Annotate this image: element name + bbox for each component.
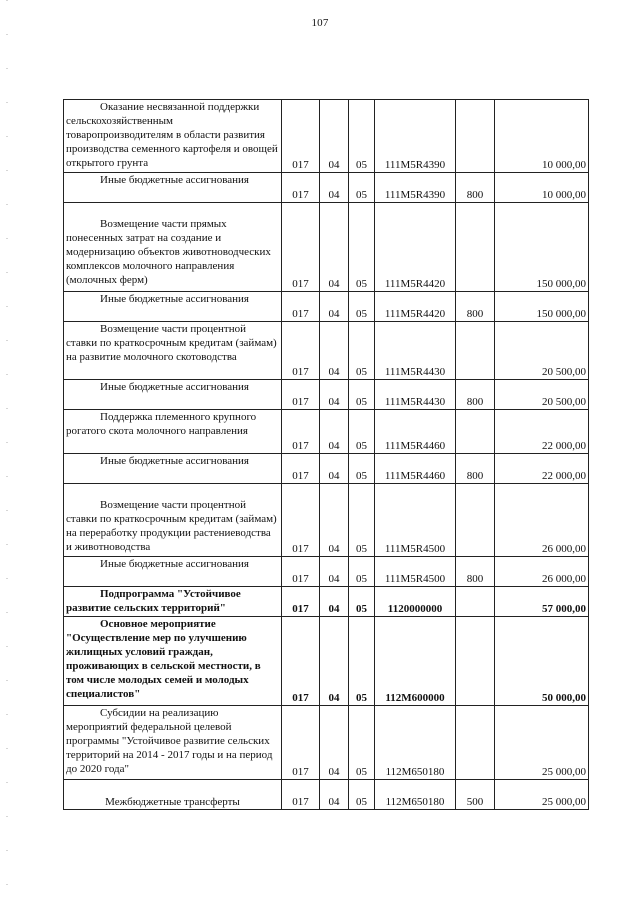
amount: 22 000,00 xyxy=(495,410,589,454)
amount: 10 000,00 xyxy=(495,100,589,173)
row-description: Возмещение части прямых понесенных затрат на создание и модернизацию объектов животноводческих комплексов молочного направления (молочных ферм) xyxy=(66,218,271,286)
ministry-code: 017 xyxy=(282,380,320,410)
row-description: Иные бюджетные ассигнования xyxy=(100,455,249,467)
row-description: Иные бюджетные ассигнования xyxy=(100,174,249,186)
amount: 26 000,00 xyxy=(495,484,589,557)
amount: 20 500,00 xyxy=(495,322,589,380)
section-code: 04 xyxy=(320,484,349,557)
section-code: 04 xyxy=(320,380,349,410)
row-description: Подпрограмма "Устойчивое развитие сельских территорий" xyxy=(66,588,241,614)
expense-type-code xyxy=(456,484,495,557)
expense-type-code: 800 xyxy=(456,454,495,484)
ministry-code: 017 xyxy=(282,780,320,810)
table-row xyxy=(64,780,589,810)
amount: 20 500,00 xyxy=(495,380,589,410)
target-article-code: 112M650180 xyxy=(375,780,456,810)
expense-type-code xyxy=(456,203,495,292)
target-article-code: 111M5R4500 xyxy=(375,557,456,587)
table-row xyxy=(64,100,589,173)
row-description: Субсидии на реализацию мероприятий федеральной целевой программы "Устойчивое развитие сельских территорий на 2014 - 2017 годы и на период до 2020 года" xyxy=(66,707,273,775)
expense-type-code xyxy=(456,706,495,780)
expense-type-code: 800 xyxy=(456,380,495,410)
section-code: 04 xyxy=(320,780,349,810)
subsection-code: 05 xyxy=(349,410,375,454)
section-code: 04 xyxy=(320,292,349,322)
row-description: Основное мероприятие "Осуществление мер по улучшению жилищных условий граждан, проживающих в сельской местности, в том числе молодых семей и молодых специалистов" xyxy=(66,618,261,700)
amount: 57 000,00 xyxy=(495,587,589,617)
table-row xyxy=(64,322,589,380)
section-code: 04 xyxy=(320,410,349,454)
expense-type-code xyxy=(456,410,495,454)
expense-type-code xyxy=(456,322,495,380)
target-article-code: 111M5R4420 xyxy=(375,292,456,322)
ministry-code: 017 xyxy=(282,100,320,173)
amount: 25 000,00 xyxy=(495,706,589,780)
table-row-subprogram xyxy=(64,587,589,617)
target-article-code: 111M5R4430 xyxy=(375,380,456,410)
amount: 26 000,00 xyxy=(495,557,589,587)
table-row xyxy=(64,454,589,484)
expense-type-code: 800 xyxy=(456,292,495,322)
section-code: 04 xyxy=(320,587,349,617)
subsection-code: 05 xyxy=(349,322,375,380)
target-article-code: 111M5R4460 xyxy=(375,410,456,454)
amount: 150 000,00 xyxy=(495,292,589,322)
expense-type-code: 800 xyxy=(456,173,495,203)
ministry-code: 017 xyxy=(282,587,320,617)
table-row-main-activity xyxy=(64,617,589,706)
row-description: Поддержка племенного крупного рогатого скота молочного направления xyxy=(66,411,257,437)
target-article-code: 111M5R4500 xyxy=(375,484,456,557)
row-description: Возмещение части процентной ставки по краткосрочным кредитам (займам) на развитие молочного скотоводства xyxy=(66,323,277,363)
row-description: Иные бюджетные ассигнования xyxy=(100,293,249,305)
subsection-code: 05 xyxy=(349,557,375,587)
table-row xyxy=(64,173,589,203)
section-code: 04 xyxy=(320,706,349,780)
row-description: Иные бюджетные ассигнования xyxy=(100,381,249,393)
budget-table xyxy=(63,99,589,810)
expense-type-code xyxy=(456,617,495,706)
amount: 25 000,00 xyxy=(495,780,589,810)
table-row xyxy=(64,557,589,587)
table-row xyxy=(64,380,589,410)
target-article-code: 111M5R4460 xyxy=(375,454,456,484)
expense-type-code xyxy=(456,587,495,617)
ministry-code: 017 xyxy=(282,454,320,484)
section-code: 04 xyxy=(320,454,349,484)
amount: 50 000,00 xyxy=(495,617,589,706)
ministry-code: 017 xyxy=(282,292,320,322)
section-code: 04 xyxy=(320,203,349,292)
ministry-code: 017 xyxy=(282,203,320,292)
target-article-code: 111M5R4420 xyxy=(375,203,456,292)
section-code: 04 xyxy=(320,617,349,706)
ministry-code: 017 xyxy=(282,557,320,587)
page-number: 107 xyxy=(311,17,329,29)
expense-type-code: 500 xyxy=(456,780,495,810)
expense-type-code: 800 xyxy=(456,557,495,587)
subsection-code: 05 xyxy=(349,380,375,410)
target-article-code: 111M5R4390 xyxy=(375,100,456,173)
ministry-code: 017 xyxy=(282,410,320,454)
row-description: Возмещение части процентной ставки по краткосрочным кредитам (займам) на переработку продукции растениеводства и животноводства xyxy=(66,499,277,553)
subsection-code: 05 xyxy=(349,587,375,617)
subsection-code: 05 xyxy=(349,454,375,484)
subsection-code: 05 xyxy=(349,100,375,173)
section-code: 04 xyxy=(320,557,349,587)
target-article-code: 1120000000 xyxy=(375,587,456,617)
ministry-code: 017 xyxy=(282,173,320,203)
subsection-code: 05 xyxy=(349,173,375,203)
scan-margin-marks xyxy=(6,0,8,905)
amount: 10 000,00 xyxy=(495,173,589,203)
target-article-code: 112M600000 xyxy=(375,617,456,706)
subsection-code: 05 xyxy=(349,484,375,557)
subsection-code: 05 xyxy=(349,780,375,810)
target-article-code: 111M5R4430 xyxy=(375,322,456,380)
table-row xyxy=(64,292,589,322)
row-description: Межбюджетные трансферты xyxy=(105,796,240,808)
row-description: Иные бюджетные ассигнования xyxy=(100,558,249,570)
table-row xyxy=(64,410,589,454)
target-article-code: 112M650180 xyxy=(375,706,456,780)
target-article-code: 111M5R4390 xyxy=(375,173,456,203)
ministry-code: 017 xyxy=(282,484,320,557)
subsection-code: 05 xyxy=(349,203,375,292)
amount: 150 000,00 xyxy=(495,203,589,292)
expense-type-code xyxy=(456,100,495,173)
ministry-code: 017 xyxy=(282,617,320,706)
subsection-code: 05 xyxy=(349,617,375,706)
ministry-code: 017 xyxy=(282,322,320,380)
subsection-code: 05 xyxy=(349,292,375,322)
subsection-code: 05 xyxy=(349,706,375,780)
section-code: 04 xyxy=(320,100,349,173)
amount: 22 000,00 xyxy=(495,454,589,484)
table-row xyxy=(64,484,589,557)
table-row xyxy=(64,706,589,780)
section-code: 04 xyxy=(320,173,349,203)
ministry-code: 017 xyxy=(282,706,320,780)
section-code: 04 xyxy=(320,322,349,380)
table-row xyxy=(64,203,589,292)
row-description: Оказание несвязанной поддержки сельскохозяйственным товаропроизводителям в области развития производства семенного картофеля и овощей открытого грунта xyxy=(66,101,278,169)
